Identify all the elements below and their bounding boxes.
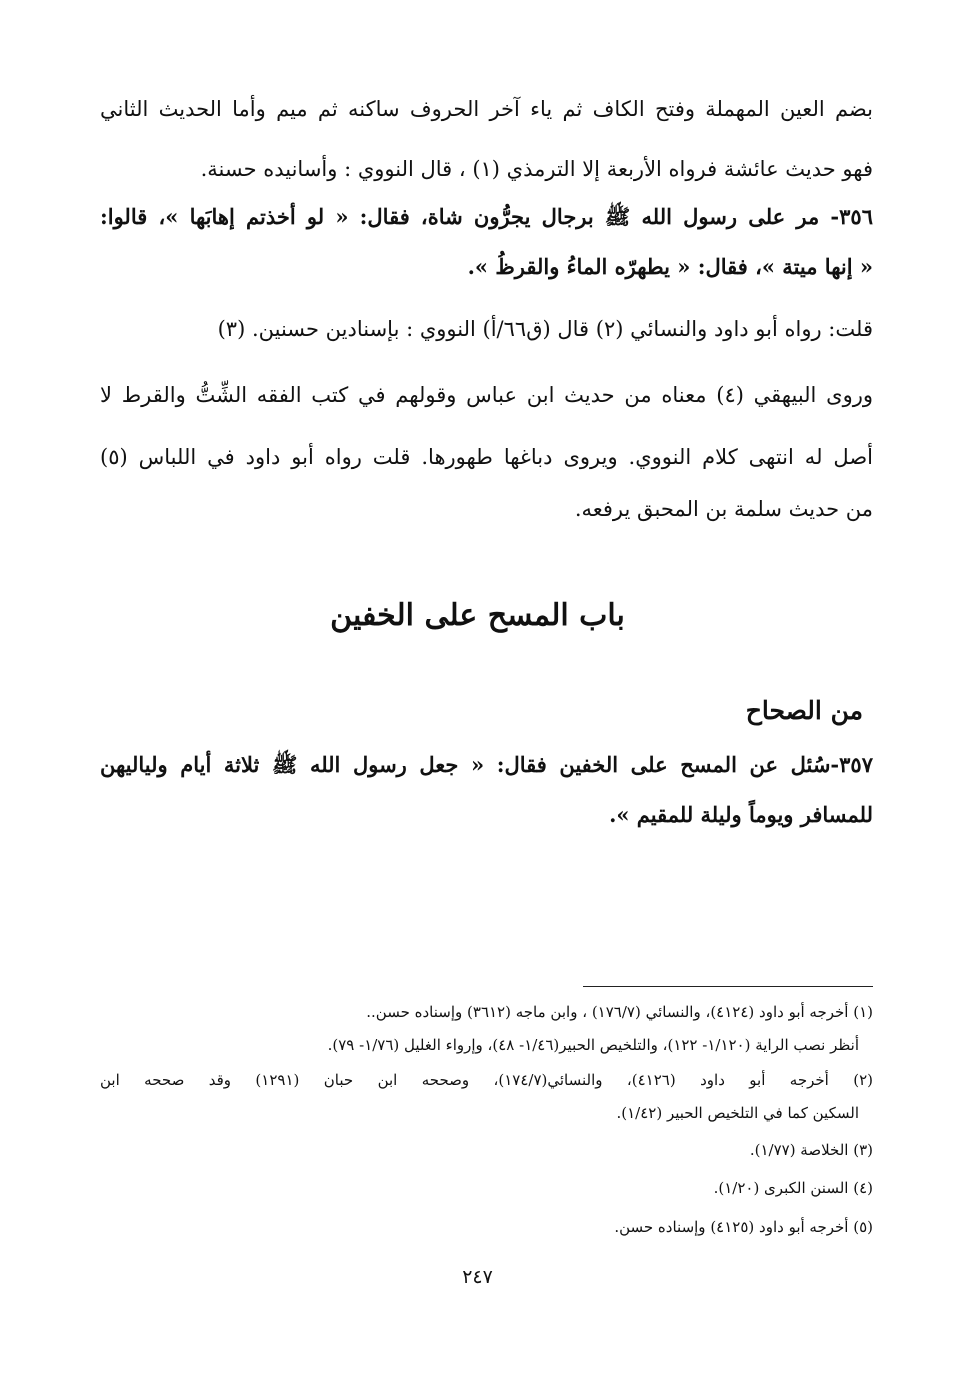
body-line-8: من حديث سلمة بن المحبق يرفعه. <box>574 497 873 521</box>
chapter-title: باب المسح على الخفين <box>330 598 625 633</box>
page-number: ٢٤٧ <box>462 1266 493 1288</box>
footnote-3: (٣) الخلاصة (١/٧٧). <box>749 1141 873 1159</box>
footnote-1: (١) أخرجه أبو داود (٤١٢٤)، والنسائي (١٧٦/٧) ، وابن ماجه (٣٦١٢) وإسناده حسن.. <box>366 1003 873 1021</box>
hadith-357-line-1: ٣٥٧-سُئل عن المسح على الخفين فقال: « جعل رسول الله ﷺ ثلاثة أيام ولياليهن <box>100 752 873 777</box>
body-line-7: أصل له انتهى كلام النووي. ويروى دباغها طهورها. قلت رواه أبو داود في اللباس (٥) <box>100 445 873 469</box>
footnote-5: (٥) أخرجه أبو داود (٤١٢٥) وإسناده حسن. <box>614 1218 873 1236</box>
section-title: من الصحاح <box>745 696 863 725</box>
footnote-4: (٤) السنن الكبرى (١/٢٠). <box>713 1179 873 1197</box>
footnote-2-continued: السكين كما في التلخيص الحبير (١/٤٢). <box>616 1104 859 1122</box>
footnote-2: (٢) أخرجه أبو داود (٤١٢٦)، والنسائي(١٧٤/٧)، وصححه ابن حبان (١٢٩١) وقد صححه ابن <box>100 1071 873 1089</box>
body-line-6: وروى البيهقي (٤) معناه من حديث ابن عباس وقولهم في كتب الفقه الشِّتُّ والقرط لا <box>100 383 873 407</box>
hadith-356-line-2: « إنها ميتة »، فقال: « يطهرّه الماءُ والقرظُ ». <box>467 254 873 279</box>
hadith-357-line-2: للمسافر ويوماً وليلة للمقيم ». <box>609 802 873 827</box>
footnote-1-continued: أنظر نصب الراية (١/١٢٠- ١٢٢)، والتلخيص الحبير(١/٤٦- ٤٨)، وإرواء الغليل (١/٧٦- ٧٩). <box>327 1036 859 1054</box>
body-line-1: بضم العين المهملة وفتح الكاف ثم ياء آخر الحروف ساكنه ثم ميم وأما الحديث الثاني <box>100 97 873 121</box>
footnote-separator <box>583 986 873 987</box>
hadith-356-line-1: ٣٥٦- مر على رسول الله ﷺ برجال يجرُّون شاة، فقال: « لو أخذتم إهابَها »، قالوا: <box>100 204 873 229</box>
body-line-2: فهو حديث عائشة فرواه الأربعة إلا الترمذي (١) ، قال النووي : وأسانيده حسنة. <box>200 157 873 181</box>
body-line-5: قلت: رواه أبو داود والنسائي (٢) قال (ق٦٦/أ) النووي : بإسنادين حسنين. (٣) <box>217 317 873 341</box>
